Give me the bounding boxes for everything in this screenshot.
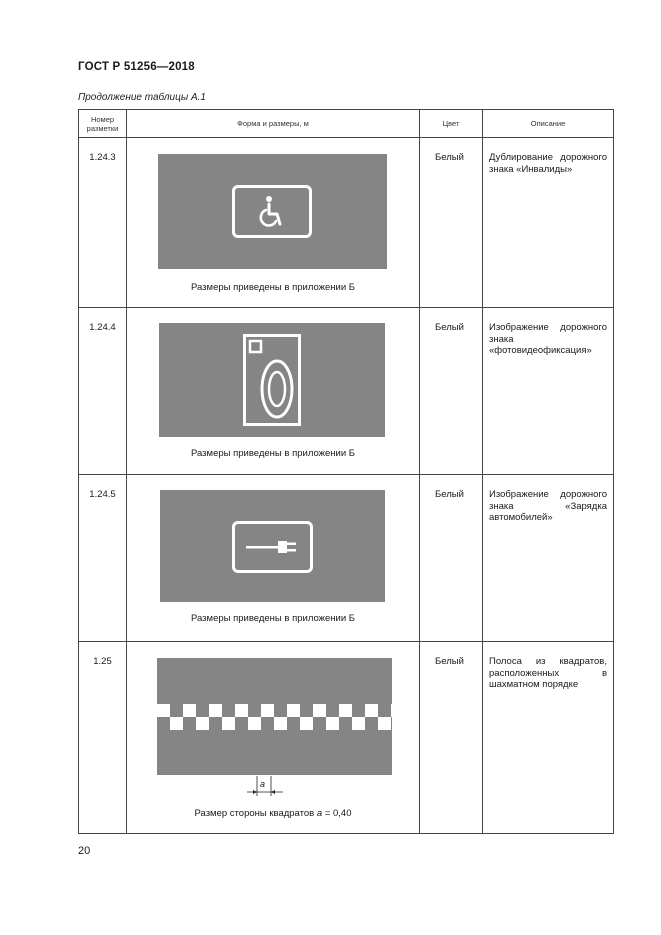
column-header-description: Описание	[483, 110, 614, 138]
dimension-label: a	[260, 779, 266, 789]
checker-square	[170, 717, 183, 730]
row-description: Изображение дорожного знака «Зарядка автомобилей»	[483, 475, 614, 642]
ev-plug-icon	[246, 538, 298, 556]
table-row	[79, 138, 614, 308]
table-header-row	[79, 110, 614, 138]
row-form-cell	[127, 475, 420, 642]
table-row	[79, 475, 614, 642]
row-form-cell	[127, 642, 420, 834]
checker-square	[157, 704, 170, 717]
row-caption: Размеры приведены в приложении Б	[190, 613, 356, 624]
checker-square	[326, 717, 339, 730]
checker-square	[378, 717, 391, 730]
wheelchair-icon	[258, 194, 288, 230]
row-number: 1.24.5	[79, 475, 127, 642]
row-caption	[127, 808, 419, 819]
column-header-color: Цвет	[420, 110, 483, 138]
table-row	[79, 308, 614, 475]
table-continuation-label: Продолжение таблицы А.1	[78, 92, 206, 103]
row-form-cell	[127, 308, 420, 475]
checker-square	[352, 717, 365, 730]
row-number: 1.24.4	[79, 308, 127, 475]
checker-square	[209, 704, 222, 717]
checker-square	[365, 704, 378, 717]
markings-table	[78, 109, 614, 834]
document-title: ГОСТ Р 51256—2018	[78, 61, 195, 73]
column-header-number: Номер разметки	[79, 110, 127, 138]
checker-square	[248, 717, 261, 730]
row-description: Дублирование дорожного знака «Инвалиды»	[483, 138, 614, 308]
row-number: 1.25	[79, 642, 127, 834]
caption-prefix: Размер стороны квадратов	[194, 808, 317, 819]
marking-sign-disabled	[158, 154, 387, 269]
marking-sign-camera	[159, 323, 385, 437]
dimension-marker	[247, 776, 307, 798]
camera-icon	[243, 334, 301, 426]
checker-square	[235, 704, 248, 717]
marking-sign-ev-charging	[160, 490, 385, 602]
row-color: Белый	[420, 308, 483, 475]
checker-square	[183, 704, 196, 717]
row-color: Белый	[420, 138, 483, 308]
row-caption: Размеры приведены в приложении Б	[190, 448, 356, 459]
caption-variable: a	[316, 808, 323, 819]
row-description: Изображение дорожного знака «фотовидеофиксация»	[483, 308, 614, 475]
row-form-cell	[127, 138, 420, 308]
row-caption: Размеры приведены в приложении Б	[190, 282, 356, 293]
checker-square	[339, 704, 352, 717]
caption-suffix: = 0,40	[322, 808, 352, 819]
checker-square	[222, 717, 235, 730]
row-number: 1.24.3	[79, 138, 127, 308]
checker-square	[261, 704, 274, 717]
table-row	[79, 642, 614, 834]
checker-square	[274, 717, 287, 730]
checker-square	[300, 717, 313, 730]
row-description: Полоса из квадратов, расположенных в шахматном порядке	[483, 642, 614, 834]
row-color: Белый	[420, 475, 483, 642]
checker-square	[391, 704, 392, 717]
checker-square	[287, 704, 300, 717]
checkered-strip-icon	[157, 658, 392, 775]
column-header-form: Форма и размеры, м	[127, 110, 420, 138]
page-number: 20	[78, 845, 91, 857]
row-color: Белый	[420, 642, 483, 834]
checker-square	[313, 704, 326, 717]
checker-square	[196, 717, 209, 730]
